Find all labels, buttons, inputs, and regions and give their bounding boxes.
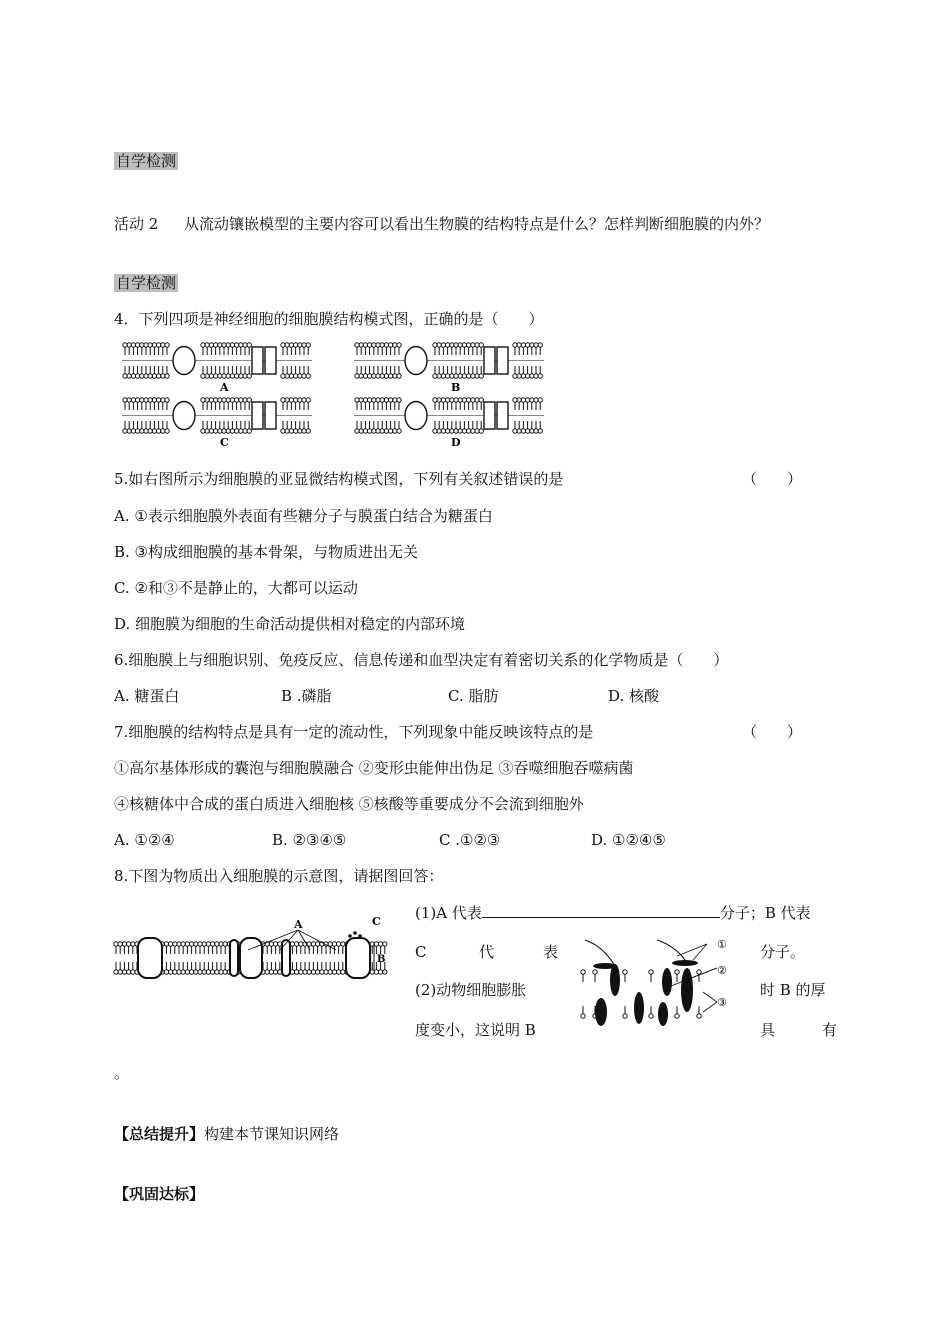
phospholipid [623,970,627,1018]
phospholipid [324,942,328,974]
phospholipid [332,942,336,974]
q8-label-a: A [294,918,303,931]
membrane-diagram [354,398,544,433]
q5-option-c: C. ②和③不是静止的，大都可以运动 [114,579,358,597]
phospholipid [164,942,168,974]
membrane-diagram [354,343,544,378]
phospholipid [269,942,273,974]
q8-label-c: C [372,915,381,928]
q7-items-line2: ④核糖体中合成的蛋白质进入细胞核 ⑤核酸等重要成分不会流到细胞外 [114,795,584,813]
phospholipid [210,942,214,974]
q4-label-a: A [220,381,229,394]
phospholipid [198,942,202,974]
phospholipid [697,970,701,1018]
q8-row2-word-2: 代 [479,943,495,961]
q7-option-b: B. ②③④⑤ [272,831,347,849]
q7-option-d: D. ①②④⑤ [591,831,666,849]
q8-part2-prefix: (2)动物细胞膨胀 [415,981,527,999]
phospholipid [581,970,585,1018]
phospholipid [223,942,227,974]
q8-membrane-structure-figure [575,936,755,1032]
phospholipid [311,942,315,974]
q7-option-c: C .①②③ [439,831,501,849]
q4-label-d: D [451,436,461,449]
q5-option-b: B. ③构成细胞膜的基本骨架，与物质进出无关 [114,543,419,561]
activity2-label: 活动 2 [114,215,159,233]
q8-label-b: B [377,954,386,965]
q4-label-c: C [220,436,229,449]
q4-stem: 4．下列四项是神经细胞的细胞膜结构模式图，正确的是（ ） [114,310,544,328]
phospholipid [273,942,277,974]
self-check-heading-1: 自学检测 [116,152,177,170]
phospholipid [131,942,135,974]
q8-row2-word-3: 表 [543,943,559,961]
q8-fig-label-3: ③ [717,996,727,1009]
q6-option-c: C. 脂肪 [448,687,499,705]
phospholipid [219,942,223,974]
q6-stem: 6.细胞膜上与细胞识别、免疫反应、信息传递和血型决定有着密切关系的化学物质是（ ） [114,651,729,669]
phospholipid [185,942,189,974]
q7-answer-paren: （ ） [742,723,803,741]
consolidate-heading: 【巩固达标】 [114,1185,205,1203]
phospholipid [202,942,206,974]
phospholipid [168,942,172,974]
q5-answer-paren: （ ） [742,470,803,488]
phospholipid [341,942,345,974]
phospholipid [173,942,177,974]
q4-membrane-figures [118,340,568,450]
phospholipid [177,942,181,974]
q8-fig-label-2: ② [717,964,727,977]
q6-option-a: A. 糖蛋白 [114,687,180,705]
phospholipid [215,942,219,974]
phospholipid [265,942,269,974]
q8-part2-suffix: 时 B 的厚 [760,981,826,999]
phospholipid [336,942,340,974]
phospholipid [118,942,122,974]
q7-option-a: A. ①②④ [114,831,175,849]
phospholipid [675,970,679,1018]
self-check-heading-2: 自学检测 [116,274,177,292]
phospholipid [194,942,198,974]
phospholipid [320,942,324,974]
q8-row4-word-2: 有 [822,1021,838,1039]
q5-stem: 5.如右图所示为细胞膜的亚显微结构模式图，下列有关叙述错误的是 [114,470,564,488]
q8-row4-word-1: 具 [760,1021,776,1039]
phospholipid [303,942,307,974]
q8-row2-word-1: C [415,943,427,961]
phospholipid [122,942,126,974]
phospholipid [315,942,319,974]
q8-row4-prefix: 度变小，这说明 B [415,1021,536,1039]
phospholipid [294,942,298,974]
phospholipid [649,970,653,1018]
q6-option-b: B .磷脂 [281,687,332,705]
phospholipid [114,942,118,974]
q8-stem: 8.下图为物质出入细胞膜的示意图，请据图回答： [114,867,444,885]
membrane-diagram [122,343,312,378]
q8-row2-end: 分子。 [760,943,806,961]
phospholipid [126,942,130,974]
phospholipid [189,942,193,974]
phospholipid [181,942,185,974]
q5-option-a: A. ①表示细胞膜外表面有些糖分子与膜蛋白结合为糖蛋白 [114,507,493,525]
q7-stem: 7.细胞膜的结构特点是具有一定的流动性，下列现象中能反映该特点的是 [114,723,594,741]
q7-items-line1: ①高尔基体形成的囊泡与细胞膜融合 ②变形虫能伸出伪足 ③吞噬细胞吞噬病菌 [114,759,634,777]
q5-option-d: D. 细胞膜为细胞的生命活动提供相对稳定的内部环境 [114,615,466,633]
q8-part1: (1)A 代表 分子；B 代表 [415,904,811,922]
q8-answer-blank-a[interactable] [482,903,720,918]
q8-fig-label-1: ① [717,938,727,951]
phospholipid [206,942,210,974]
q8-end-mark: 。 [114,1064,130,1082]
activity2-text: 从流动镶嵌模型的主要内容可以看出生物膜的结构特点是什么？怎样判断细胞膜的内外？ [184,215,770,233]
q6-option-d: D. 核酸 [608,687,660,705]
membrane-diagram [122,398,312,433]
q8-transport-figure [112,900,392,990]
q4-label-b: B [451,381,461,394]
summary-heading: 【总结提升】构建本节课知识网络 [114,1125,340,1143]
phospholipid [299,942,303,974]
